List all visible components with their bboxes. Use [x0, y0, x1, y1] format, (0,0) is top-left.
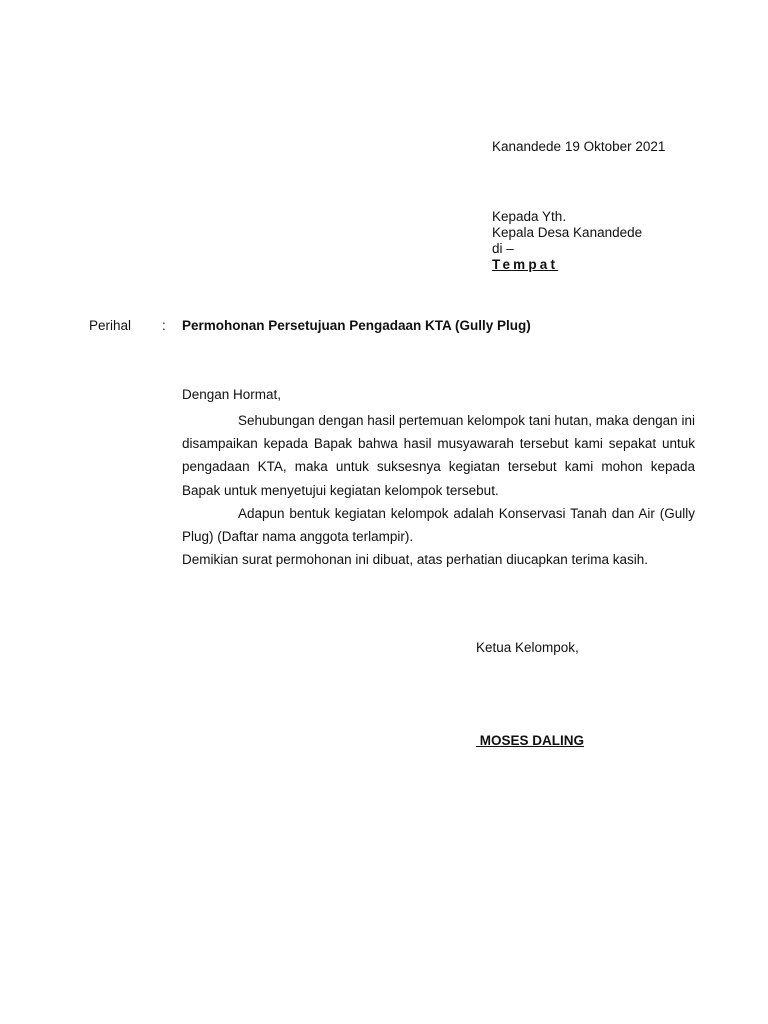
- closing-paragraph: Demikian surat permohonan ini dibuat, atas perhatian diucapkan terima kasih.: [182, 552, 649, 568]
- body-paragraph-2: Adapun bentuk kegiatan kelompok adalah Konservasi Tanah dan Air (Gully Plug) (Daftar nama anggota terlampir).: [182, 505, 695, 545]
- letter-body: [182, 409, 695, 571]
- signature-title: Ketua Kelompok,: [476, 640, 579, 655]
- recipient-block: [492, 209, 642, 273]
- greeting: Dengan Hormat,: [182, 387, 282, 402]
- letter-date: Kanandede 19 Oktober 2021: [492, 139, 666, 154]
- subject-label: Perihal: [89, 318, 132, 333]
- body-paragraph-1: Sehubungan dengan hasil pertemuan kelompok tani hutan, maka dengan ini disampaikan kepada Bapak bahwa hasil musyawarah tersebut kami sepakat untuk pengadaan KTA, maka untuk suksesnya kegiatan tersebut kami mohon kepada Bapak untuk menyetujui kegiatan kelompok tersebut.: [182, 413, 695, 498]
- recipient-salutation: Kepada Yth.: [492, 209, 567, 224]
- signer-name: MOSES DALING: [476, 733, 585, 748]
- recipient-place: Tempat: [492, 257, 559, 272]
- recipient-location-prefix: di –: [492, 241, 514, 256]
- subject-value: Permohonan Persetujuan Pengadaan KTA (Gully Plug): [182, 318, 531, 333]
- recipient-place-wrap: [492, 257, 642, 273]
- recipient-title: Kepala Desa Kanandede: [492, 225, 643, 240]
- subject-colon: :: [162, 318, 166, 333]
